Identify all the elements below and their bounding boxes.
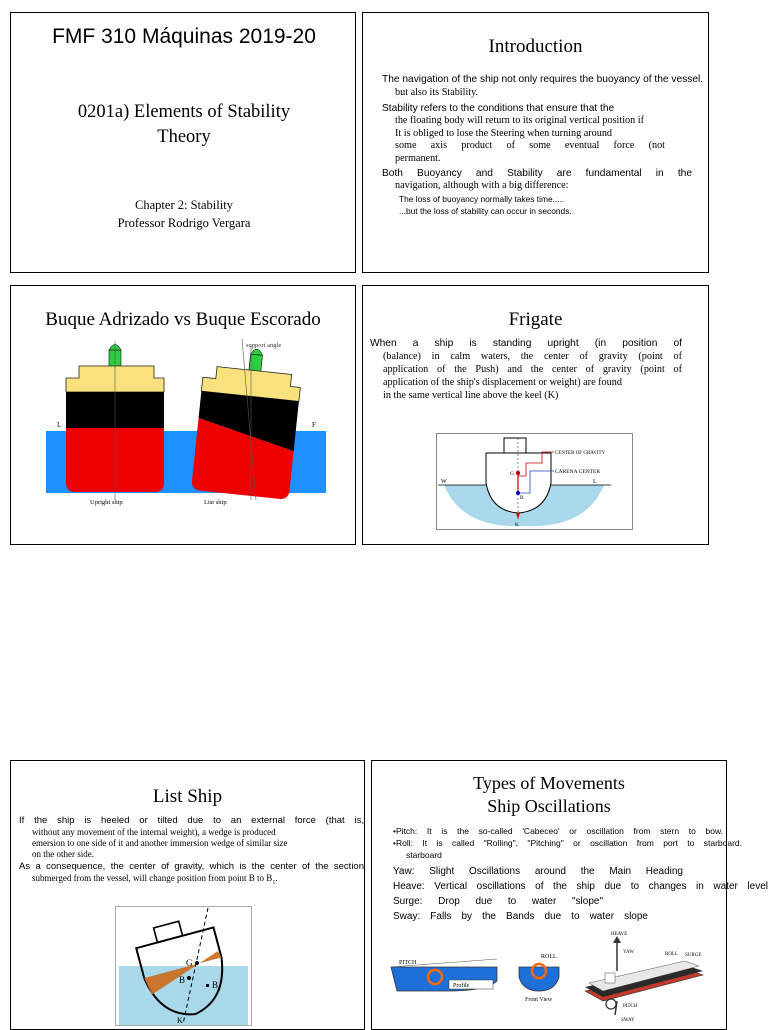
text-line: [19, 873, 364, 889]
g-point: [195, 961, 199, 965]
oscillations-list-2: [393, 864, 768, 924]
b1-point: [206, 984, 209, 987]
caption-list: List ship: [204, 499, 227, 506]
intro-body-2: [382, 87, 692, 218]
bullet-roll: •Roll: It is called "Rolling", "Pitching" or oscillation from port to starboard.: [393, 838, 742, 848]
course-title: FMF 310 Máquinas 2019-20: [52, 25, 316, 48]
caption-upright: Upright ship: [90, 499, 123, 506]
label-pitch: PITCH: [399, 960, 417, 966]
text-line: the floating body will return to its original vertical position if: [395, 115, 644, 126]
label-w: W: [441, 479, 447, 485]
slide-heading: List Ship: [152, 786, 223, 807]
label-b1-sub: 1: [218, 986, 222, 992]
label-front-view: Front View: [525, 997, 553, 1003]
subscript: 1: [272, 879, 276, 886]
funnel-top: [251, 349, 264, 356]
slide-heading: Introduction: [488, 36, 583, 57]
text-line: in the same vertical line above the keel (K): [383, 390, 559, 401]
pitch-roll-figure: [387, 949, 572, 1009]
frigate-body: [370, 337, 682, 402]
slide-upright-vs-list: [10, 285, 356, 545]
text-line: The loss of buoyancy normally takes time.....: [399, 193, 565, 204]
list-ship-figure: [115, 906, 252, 1026]
text-line: The navigation of the ship not only requires the buoyancy of the vessel.: [382, 74, 704, 85]
text-line: on the other side.: [32, 849, 94, 859]
text-line: Both Buoyancy and Stability are fundamental in the: [382, 168, 692, 179]
frigate-bridge: [504, 438, 526, 453]
label-g: G: [186, 958, 193, 968]
label-k: K: [177, 1016, 183, 1025]
slide-introduction: [362, 12, 709, 273]
bullet-sway: Sway: Falls by the Bands due to water slope: [393, 911, 648, 922]
label-roll: ROLL: [665, 952, 679, 957]
lecture-title-line2: Theory: [157, 127, 211, 147]
label-b1-main: B: [212, 980, 219, 990]
six-dof-figure: [575, 931, 715, 1023]
title-meta: [11, 196, 357, 232]
text-line: If the ship is heeled or tilted due to an external force (that is,: [19, 815, 364, 826]
heave-arrow-head: [613, 936, 621, 943]
lecture-title-line1: 0201a) Elements of Stability: [77, 102, 291, 122]
label-l: L: [57, 421, 62, 429]
slide-ship-oscillations: [371, 760, 768, 1030]
slide-heading: Buque Adrizado vs Buque Escorado: [45, 309, 321, 330]
label-k: K: [515, 522, 519, 528]
intro-para-1: [382, 74, 767, 86]
slide-title: [10, 12, 356, 273]
bullet-roll-cont: starboard: [406, 850, 442, 860]
bullet-surge: Surge: Drop due to water "slope": [393, 896, 603, 907]
label-pitch: PITCH: [623, 1004, 638, 1009]
pitch-rotation-icon: [606, 999, 616, 1009]
text-line: It is obliged to lose the Steering when turning around: [395, 127, 613, 139]
label-b: B: [520, 495, 524, 501]
heading-line2: Ship Oscillations: [487, 796, 611, 816]
text-line: navigation, although with a big difference:: [395, 180, 569, 191]
label-carena-center: CARENA CENTER: [555, 469, 601, 475]
heading-line1: Types of Movements: [473, 773, 625, 793]
bullet-yaw: Yaw: Slight Oscillations around the Main Heading: [393, 866, 683, 877]
text-line: without any movement of the internal weight), a wedge is produced: [32, 827, 276, 837]
ship-bridge: [605, 973, 615, 983]
list-ship-body: [19, 815, 364, 889]
label-yaw: YAW: [623, 950, 634, 955]
upright-ship: [66, 341, 164, 500]
text-line: application of the Push) and the center of gravity (point of: [383, 364, 682, 375]
label-center-of-gravity: CENTER OF GRAVITY: [555, 451, 606, 456]
frigate-figure: [436, 433, 633, 530]
oscillations-list: [393, 825, 742, 861]
label-roll: ROLL: [541, 954, 557, 960]
label-f: F: [312, 421, 316, 429]
label-b: B: [179, 975, 186, 985]
listed-ship: [191, 344, 304, 500]
label-l: L: [593, 479, 597, 485]
chapter-label: Chapter 2: Stability: [135, 198, 233, 212]
label-heave: HEAVE: [611, 932, 628, 937]
slide-heading: [372, 772, 726, 818]
text-line: Stability refers to the conditions that ensure that the: [382, 103, 615, 114]
text-line: some axis product of some eventual force (not: [395, 140, 665, 151]
slide-frigate: [362, 285, 709, 545]
professor-label: Professor Rodrigo Vergara: [117, 216, 251, 230]
text-line: but also its Stability.: [395, 87, 479, 98]
text-span: .: [275, 873, 278, 883]
text-line: permanent.: [395, 152, 441, 164]
b-point: [187, 976, 191, 980]
upright-vs-list-figure: [46, 336, 326, 508]
slide-heading: Frigate: [508, 309, 563, 330]
angle-label: support angle: [246, 342, 282, 349]
label-g: G: [510, 471, 514, 477]
text-line: ...but the loss of stability can occur in seconds.: [399, 206, 572, 216]
bullet-pitch: •Pitch: It is the so-called 'Cabeceo' or oscillation from stern to bow.: [393, 826, 723, 836]
lecture-title: [11, 100, 357, 150]
text-line: When a ship is standing upright (in position of: [370, 338, 682, 349]
label-surge: SURGE: [685, 953, 702, 958]
text-span: submerged from the vessel, will change position from point B to B: [32, 873, 273, 883]
text-line: As a consequence, the center of gravity, which is the center of the section: [19, 861, 364, 872]
intro-body: [382, 74, 767, 86]
text-line: application of the ship's displacement or weight) are found: [383, 377, 622, 388]
label-sway: SWAY: [621, 1018, 635, 1023]
bullet-heave: Heave: Vertical oscillations of the ship due to changes in water level: [393, 881, 768, 892]
label-profile: Profile: [453, 983, 470, 989]
text-line: emersion to one side of it and another immersion wedge of similar size: [32, 838, 288, 848]
slide-list-ship: [10, 760, 365, 1030]
text-line: (balance) in calm waters, the center of gravity (point of: [383, 351, 682, 362]
